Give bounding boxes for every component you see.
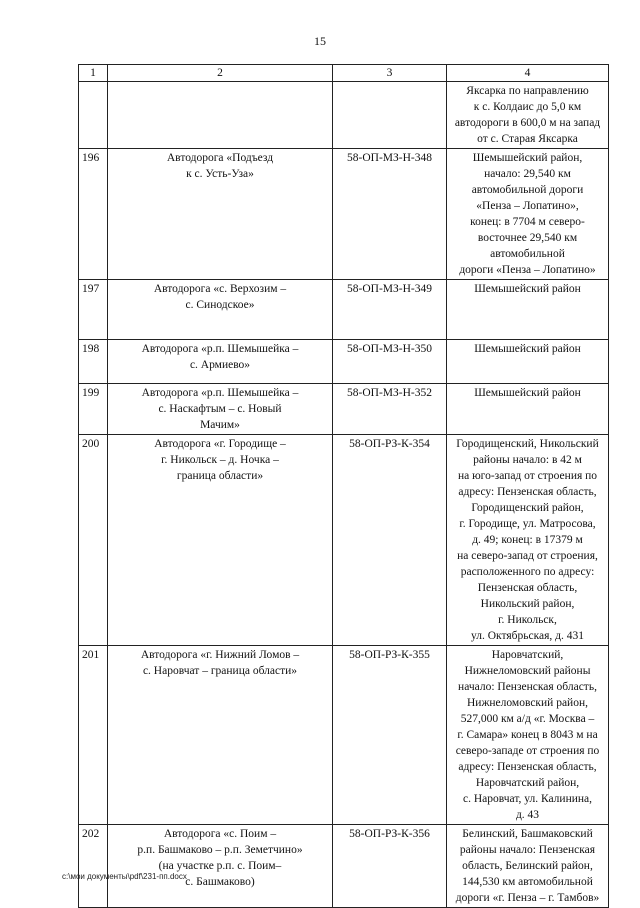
road-location-line: расположенного по адресу: [460, 566, 595, 578]
road-location [447, 435, 609, 646]
header-col-1: 1 [79, 65, 108, 82]
road-name-line: Автодорога «г. Нижний Ломов – [140, 649, 300, 661]
road-code: 58-ОП-МЗ-Н-349 [333, 280, 447, 340]
road-name-line: Мачим» [200, 419, 240, 431]
road-location-line: восточнее 29,540 км [477, 232, 578, 244]
footer-file-path: c:\мои документы\pdf\231-пп.docx [62, 872, 187, 881]
row-number: 196 [79, 149, 108, 280]
road-name [108, 384, 333, 435]
road-name [108, 82, 333, 149]
road-location-line: г. Самара» конец в 8043 м на [457, 729, 598, 741]
road-location [447, 384, 609, 435]
road-name-line: с. Армиево» [189, 359, 251, 371]
road-name-line: (на участке р.п. с. Поим– [158, 860, 282, 872]
road-location-line: 144,530 км автомобильной [462, 876, 593, 888]
road-name-line: г. Никольск – д. Ночка – [161, 454, 279, 466]
road-name-line: с. Наскафтым – с. Новый [158, 403, 282, 415]
road-code: 58-ОП-РЗ-К-356 [333, 825, 447, 908]
road-location-line: область, Белинский район, [462, 860, 593, 872]
row-number: 201 [79, 646, 108, 825]
road-location-line: 527,000 км а/д «г. Москва – [460, 713, 595, 725]
table-row [79, 435, 609, 646]
road-name-line: к с. Усть-Уза» [186, 168, 254, 180]
road-name-line: Автодорога «р.п. Шемышейка – [141, 387, 299, 399]
road-location-line: дороги «г. Пенза – г. Тамбов» [455, 892, 600, 904]
road-location-line: от с. Старая Яксарка [477, 133, 578, 145]
road-location [447, 280, 609, 340]
road-location-line: к с. Колдаис до 5,0 км [473, 101, 582, 113]
road-name-line: Автодорога «с. Верхозим – [153, 283, 287, 295]
road-name-line: с. Наровчат – граница области» [142, 665, 298, 677]
road-location-line: с. Наровчат, ул. Калинина, [462, 793, 593, 805]
road-location-line: Никольский район, [480, 598, 575, 610]
road-location-line: Нижнеломовский районы [464, 665, 591, 677]
road-code: 58-ОП-МЗ-Н-348 [333, 149, 447, 280]
road-location [447, 825, 609, 908]
header-col-4: 4 [447, 65, 609, 82]
road-location-line: на северо-запад от строения, [457, 550, 598, 562]
header-col-2: 2 [108, 65, 333, 82]
road-location-line: д. 43 [515, 809, 540, 821]
road-location-line: районы начало: в 42 м [473, 454, 582, 466]
road-name [108, 280, 333, 340]
road-location-line: д. 49; конец: в 17379 м [472, 534, 583, 546]
page-number: 15 [314, 34, 326, 48]
road-location-line: Яксарка по направлению [466, 85, 589, 97]
road-location-line: Наровчатский район, [475, 777, 580, 789]
road-name-line: граница области» [176, 470, 264, 482]
road-code: 58-ОП-РЗ-К-354 [333, 435, 447, 646]
road-name [108, 825, 333, 908]
road-location-line: северо-западе от строения по [455, 745, 600, 757]
road-name-line: Автодорога «Подъезд [166, 152, 274, 164]
road-location-line: конец: в 7704 м северо- [470, 216, 585, 228]
road-location-line: Белинский, Башмаковский [462, 828, 593, 840]
road-location-line: Шемышейский район [474, 387, 581, 399]
row-number: 200 [79, 435, 108, 646]
road-location-line: адресу: Пензенская область, [458, 486, 597, 498]
road-location-line: начало: Пензенская область, [458, 681, 597, 693]
road-name [108, 149, 333, 280]
road-location-line: Шемышейский район, [472, 152, 583, 164]
road-location-line: начало: 29,540 км [484, 168, 571, 180]
road-code: 58-ОП-МЗ-Н-350 [333, 340, 447, 384]
road-location-line: на юго-запад от строения по [457, 470, 598, 482]
road-name-line: Автодорога «г. Городище – [154, 438, 286, 450]
road-location-line: Нижнеломовский район, [467, 697, 588, 709]
road-name-line: с. Синодское» [185, 299, 255, 311]
road-name [108, 646, 333, 825]
row-number: 202 [79, 825, 108, 908]
road-location-line: «Пенза – Лопатино», [476, 200, 579, 212]
road-location-line: ул. Октябрьская, д. 431 [471, 630, 584, 642]
road-location-line: дороги «Пенза – Лопатино» [459, 264, 596, 276]
road-location [447, 82, 609, 149]
table-body [79, 82, 609, 908]
row-number: 197 [79, 280, 108, 340]
road-location-line: г. Городище, ул. Матросова, [459, 518, 596, 530]
road-location-line: автомобильной [490, 248, 565, 260]
road-location [447, 646, 609, 825]
road-name-line: Автодорога «с. Поим – [163, 828, 277, 840]
road-location-line: автодороги в 600,0 м на запад [454, 117, 601, 129]
road-location [447, 340, 609, 384]
table-row [79, 825, 609, 908]
road-location-line: Городищенский район, [471, 502, 584, 514]
roads-table [78, 64, 609, 908]
road-name [108, 435, 333, 646]
road-code [333, 82, 447, 149]
road-name-line: с. Башмаково) [185, 876, 255, 888]
table-row [79, 384, 609, 435]
road-code: 58-ОП-МЗ-Н-352 [333, 384, 447, 435]
table-row [79, 82, 609, 149]
road-location-line: автомобильной дороги [471, 184, 584, 196]
header-col-3: 3 [333, 65, 447, 82]
road-location-line: Шемышейский район [474, 343, 581, 355]
road-name-line: Автодорога «р.п. Шемышейка – [141, 343, 299, 355]
row-number: 198 [79, 340, 108, 384]
road-name-line: р.п. Башмаково – р.п. Земетчино» [137, 844, 303, 856]
road-name [108, 340, 333, 384]
road-location-line: Шемышейский район [474, 283, 581, 295]
table-row [79, 646, 609, 825]
road-code: 58-ОП-РЗ-К-355 [333, 646, 447, 825]
table-row [79, 149, 609, 280]
road-location-line: Наровчатский, [491, 649, 564, 661]
table-header [79, 65, 609, 82]
road-location-line: районы начало: Пензенская [459, 844, 596, 856]
table-row [79, 280, 609, 340]
road-location-line: Пензенская область, [477, 582, 578, 594]
road-location-line: адресу: Пензенская область, [458, 761, 597, 773]
table-row [79, 340, 609, 384]
row-number [79, 82, 108, 149]
road-location-line: Городищенский, Никольский [456, 438, 599, 450]
road-location-line: г. Никольск, [498, 614, 557, 626]
row-number: 199 [79, 384, 108, 435]
road-location [447, 149, 609, 280]
